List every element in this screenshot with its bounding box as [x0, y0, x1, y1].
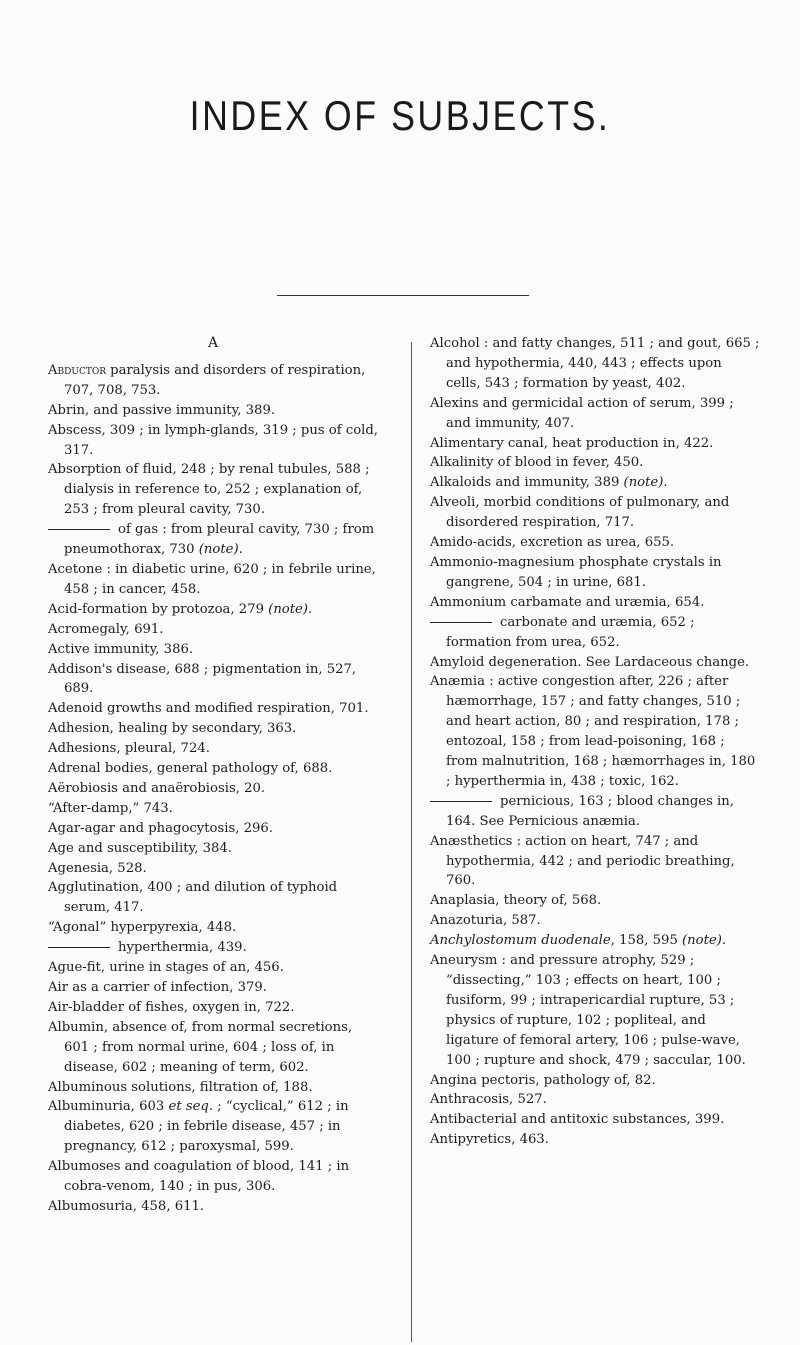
entry-italic-head: Anchylostomum duodenale — [430, 933, 611, 949]
index-entry — [48, 938, 378, 958]
index-entry — [430, 1090, 760, 1110]
index-entry — [48, 978, 378, 998]
index-column-left — [48, 334, 378, 1217]
index-entry — [48, 660, 378, 700]
entry-italic: (note) — [623, 475, 664, 491]
entry-text: Adhesion, healing by secondary, 363. — [48, 721, 297, 737]
section-letter: A — [207, 335, 219, 351]
entry-text: of gas : from pleural cavity, 730 ; from pneumothorax, 730 — [64, 522, 375, 558]
entry-text: Air as a carrier of infection, 379. — [48, 980, 267, 995]
entry-text: Ammonium carbamate and uræmia, 654. — [430, 594, 705, 610]
entry-text: Ammonio-magnesium phosphate crystals in gangrene, 504 ; in urine, 681. — [430, 554, 722, 590]
index-entry — [430, 1130, 760, 1150]
index-entry — [430, 613, 760, 653]
index-entry — [48, 998, 378, 1018]
entry-text: Aneurysm : and pressure atrophy, 529 ; “dissecting,” 103 ; effects on heart, 100 ; fusiform, 99 ; intrapericardial rupture, 53 ; physics of rupture, 102 ; popliteal, and ligature of femoral artery, 106 ; pulse-wave, 100 ; rupture and shock, 479 ; saccular, 100. — [430, 953, 746, 1068]
entry-text: Anazoturia, 587. — [430, 913, 541, 929]
index-entry — [430, 533, 760, 553]
entry-text: Agar-agar and phagocytosis, 296. — [48, 820, 273, 836]
entry-text: pernicious, 163 ; blood changes in, 164. See Pernicious anæmia. — [446, 793, 734, 829]
entry-text: Abrin, and passive immunity, 389. — [48, 402, 276, 418]
entry-head: Abductor — [48, 362, 106, 378]
entry-text: Abscess, 309 ; in lymph-glands, 319 ; pus of cold, 317. — [48, 422, 378, 458]
entry-text: Agenesia, 528. — [48, 860, 147, 876]
index-entry — [48, 460, 378, 520]
entry-text: Anaplasia, theory of, 568. — [430, 893, 602, 909]
entry-text: Amido-acids, excretion as urea, 655. — [430, 535, 675, 551]
index-entry — [430, 493, 760, 533]
index-entry — [48, 859, 378, 879]
entry-italic: (note) — [268, 601, 308, 617]
index-entry — [430, 931, 760, 951]
index-entry — [48, 1197, 378, 1217]
ditto-dash — [430, 622, 492, 623]
title-rule — [277, 295, 529, 296]
entry-text: Anæsthetics : action on heart, 747 ; and hypothermia, 442 ; and periodic breathing, 760. — [430, 833, 735, 889]
index-entry — [430, 832, 760, 892]
entry-text: Air-bladder of fishes, oxygen in, 722. — [48, 999, 295, 1015]
entry-text: Angina pectoris, pathology of, 82. — [430, 1072, 656, 1088]
index-entry — [48, 958, 378, 978]
entry-text: Alimentary canal, heat production in, 422. — [430, 435, 714, 451]
ditto-dash — [48, 947, 110, 948]
index-entry — [48, 839, 378, 859]
entry-text: Amyloid degeneration. See Lardaceous change. — [430, 654, 750, 670]
index-column-right — [430, 334, 760, 1150]
index-entry — [430, 951, 760, 1070]
index-entry — [430, 1110, 760, 1130]
right-entries — [430, 334, 760, 1150]
index-entry — [48, 779, 378, 799]
index-entry — [430, 792, 760, 832]
index-entry — [430, 891, 760, 911]
index-entry — [430, 593, 760, 613]
index-entry — [430, 911, 760, 931]
entry-text: Active immunity, 386. — [48, 641, 194, 657]
index-entry — [430, 334, 760, 394]
left-entries — [48, 361, 378, 1217]
entry-text: Alkaloids and immunity, 389 — [430, 475, 624, 491]
entry-text: , 158, 595 — [610, 933, 683, 949]
entry-text: Anæmia : active congestion after, 226 ; after hæmorrhage, 157 ; and fatty changes, 510 ; and heart action, 80 ; and respiration, 178 ; entozoal, 158 ; from lead-poisoning, 168 ; from malnutrition, 168 ; hæmorrhages in, 180 ; hyperthermia in, 438 ; toxic, 162. — [430, 674, 756, 789]
index-entry — [48, 1157, 378, 1197]
index-entry — [48, 361, 378, 401]
page-title: INDEX OF SUBJECTS. — [189, 92, 611, 139]
entry-text: Acromegaly, 691. — [48, 621, 164, 637]
entry-text: Albuminous solutions, filtration of, 188. — [48, 1079, 313, 1095]
entry-text: Albuminuria, 603 — [48, 1099, 169, 1115]
entry-text: Anthracosis, 527. — [430, 1092, 547, 1108]
index-entry — [48, 401, 378, 421]
index-entry — [48, 600, 378, 620]
entry-text: Acid-formation by protozoa, 279 — [48, 601, 269, 617]
index-entry — [48, 819, 378, 839]
index-entry — [48, 719, 378, 739]
index-entry — [430, 453, 760, 473]
entry-italic: (note) — [198, 542, 239, 558]
entry-text-after: . — [238, 542, 243, 558]
entry-text: Antipyretics, 463. — [430, 1132, 549, 1148]
entry-text: Antibacterial and antitoxic substances, 399. — [430, 1112, 725, 1128]
entry-text: Alkalinity of blood in fever, 450. — [430, 455, 644, 471]
index-entry — [48, 759, 378, 779]
entry-text-after: . — [308, 601, 313, 617]
entry-italic: et seq. — [168, 1099, 214, 1115]
index-entry — [430, 1071, 760, 1091]
entry-text: Addison's disease, 688 ; pigmentation in, 527, 689. — [48, 661, 357, 697]
ditto-dash — [430, 801, 492, 802]
index-entry — [430, 653, 760, 673]
entry-text: Ague-fit, urine in stages of an, 456. — [48, 960, 284, 976]
entry-text: “Agonal” hyperpyrexia, 448. — [48, 920, 237, 936]
index-entry — [48, 1018, 378, 1078]
entry-text-after: ; “cyclical,” 612 ; in diabetes, 620 ; in febrile disease, 457 ; in pregnancy, 612 ; paroxysmal, 599. — [64, 1099, 349, 1155]
index-entry — [48, 520, 378, 560]
entry-italic: (note) — [682, 933, 722, 949]
index-entry — [430, 553, 760, 593]
entry-text: paralysis and disorders of respiration, 707, 708, 753. — [64, 362, 366, 398]
index-entry — [48, 421, 378, 461]
index-entry — [48, 799, 378, 819]
entry-text: Adrenal bodies, general pathology of, 688. — [48, 761, 333, 777]
index-entry — [430, 394, 760, 434]
entry-text: Alexins and germicidal action of serum, 399 ; and immunity, 407. — [430, 395, 734, 431]
entry-text: Adhesions, pleural, 724. — [48, 741, 210, 757]
index-entry — [48, 1097, 378, 1157]
entry-text-after: . — [721, 933, 727, 949]
entry-text: Aërobiosis and anaërobiosis, 20. — [48, 780, 266, 796]
index-entry — [48, 739, 378, 759]
entry-text: Albumosuria, 458, 611. — [48, 1198, 205, 1214]
entry-text: Absorption of fluid, 248 ; by renal tubules, 588 ; dialysis in reference to, 252 ; explanation of, 253 ; from pleural cavity, 730. — [48, 462, 370, 518]
index-entry — [48, 560, 378, 600]
index-entry — [48, 640, 378, 660]
entry-text: “After-damp,” 743. — [48, 800, 173, 816]
entry-text-after: . — [663, 475, 668, 491]
index-entry — [430, 672, 760, 791]
index-entry — [48, 1078, 378, 1098]
entry-text: Agglutination, 400 ; and dilution of typhoid serum, 417. — [48, 880, 338, 916]
index-entry — [48, 620, 378, 640]
entry-text: hyperthermia, 439. — [118, 940, 247, 956]
entry-text: Age and susceptibility, 384. — [48, 840, 232, 856]
index-entry — [430, 434, 760, 454]
entry-text: carbonate and uræmia, 652 ; formation from urea, 652. — [446, 614, 695, 650]
index-entry — [48, 918, 378, 938]
entry-text: Alveoli, morbid conditions of pulmonary, and disordered respiration, 717. — [430, 495, 730, 531]
ditto-dash — [48, 529, 110, 530]
column-divider — [411, 342, 412, 1342]
entry-text: Acetone : in diabetic urine, 620 ; in febrile urine, 458 ; in cancer, 458. — [48, 561, 376, 597]
index-entry — [48, 699, 378, 719]
entry-text: Albumoses and coagulation of blood, 141 ; in cobra-venom, 140 ; in pus, 306. — [48, 1159, 350, 1195]
entry-text: Alcohol : and fatty changes, 511 ; and gout, 665 ; and hypothermia, 440, 443 ; effects upon cells, 543 ; formation by yeast, 402. — [430, 336, 760, 391]
index-entry — [430, 473, 760, 493]
entry-text: Adenoid growths and modified respiration, 701. — [48, 701, 369, 717]
entry-text: Albumin, absence of, from normal secretions, 601 ; from normal urine, 604 ; loss of, in disease, 602 ; meaning of term, 602. — [48, 1019, 353, 1075]
index-entry — [48, 878, 378, 918]
